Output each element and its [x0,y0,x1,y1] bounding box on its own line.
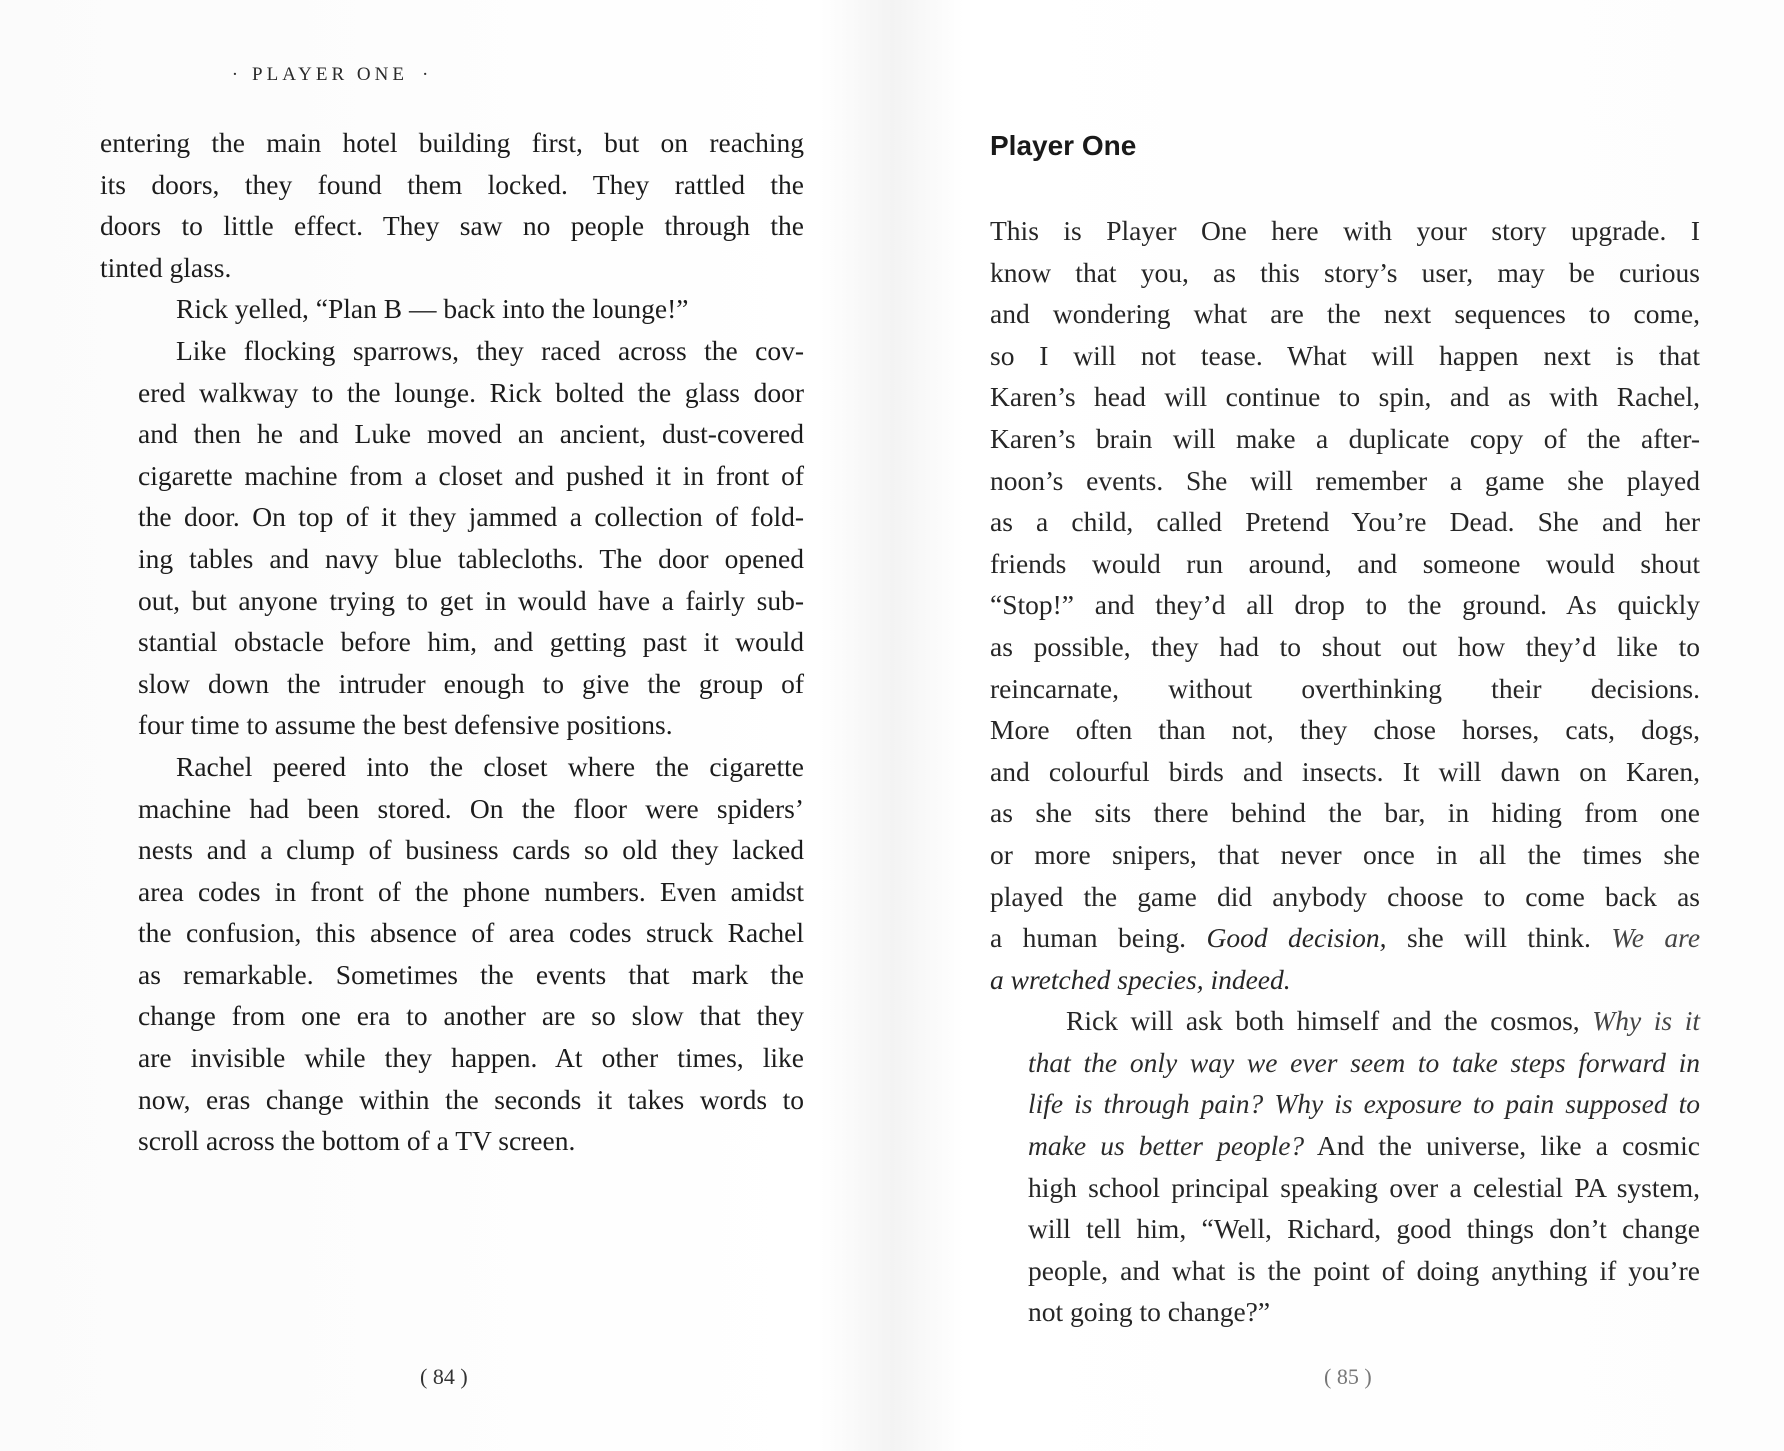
text-line: cigarette machine from a closet and pushed it in front of [138,459,804,491]
text-line: This is Player One here with your story upgrade. I [990,215,1700,246]
text-line-mixed [990,917,1700,959]
text-line: are invisible while they happen. At other times, like [138,1042,804,1074]
text-line: or more snipers, that never once in all the times she [990,838,1700,870]
text-line: scroll across the bottom of a TV screen. [138,1125,576,1157]
text-line: machine had been stored. On the floor were spiders’ [138,792,804,824]
text-line: stantial obstacle before him, and getting past it would [138,626,804,658]
italic-run: We are [1611,922,1701,954]
text-line: four time to assume the best defensive positions. [138,709,673,741]
text-line: so I will not tease. What will happen next is that [990,339,1700,371]
running-head [0,64,660,86]
text-line-italic [990,1083,1700,1125]
page-number-right: ( 85 ) [1324,1364,1372,1389]
text-line: ered walkway to the lounge. Rick bolted the glass door [138,376,804,408]
italic-run: Why is it [1592,1005,1700,1037]
text-line: the confusion, this absence of area codes struck Rachel [138,917,804,949]
section-title: Player One [990,130,1137,161]
text-line: change from one era to another are so slow that they [138,1000,804,1032]
text-line: and then he and Luke moved an ancient, dust-covered [138,418,804,450]
text-line: doors to little effect. They saw no people through the [100,210,804,242]
text-run: And the universe, like a cosmic [1316,1130,1700,1162]
text-line: know that you, as this story’s user, may be curious [990,256,1700,288]
text-line: played the game did anybody choose to come back as [990,880,1700,912]
text-run: Rick will ask both himself and the cosmos, [1066,1005,1580,1037]
text-line: ing tables and navy blue tablecloths. The door opened [138,542,804,574]
italic-run: Good decision, [1206,922,1387,954]
text-line: its doors, they found them locked. They rattled the [100,168,804,200]
page-number-left: ( 84 ) [420,1364,468,1389]
text-line: Rick yelled, “Plan B — back into the lounge!” [176,293,689,325]
left-page-body [100,122,804,1162]
text-line: the door. On top of it they jammed a collection of fold- [138,501,804,533]
text-line: reincarnate, without overthinking their decisions. [990,672,1700,704]
text-line: noon’s events. She will remember a game she played [990,464,1700,496]
paragraph [100,122,804,288]
text-line: and colourful birds and insects. It will dawn on Karen, [990,755,1700,787]
running-head-text: PLAYER ONE [252,64,408,85]
paragraph [100,746,804,1162]
text-line: entering the main hotel building first, but on reaching [100,127,804,158]
running-head-dot-left: · [231,64,239,85]
text-line-mixed [990,1000,1700,1042]
italic-run: a wretched species, indeed. [990,963,1291,995]
right-page-body [990,210,1700,1333]
text-line: Karen’s head will continue to spin, and as with Rachel, [990,381,1700,413]
paragraph [100,330,804,746]
text-line: and wondering what are the next sequences to come, [990,298,1700,330]
text-line: now, eras change within the seconds it takes words to [138,1083,804,1115]
text-line: slow down the intruder enough to give the group of [138,667,804,699]
italic-run: that the only way we ever seem to take steps forward in [1028,1046,1700,1078]
text-run: a human being. [990,922,1186,954]
text-run: she will think. [1407,922,1591,954]
text-line: Karen’s brain will make a duplicate copy of the after- [990,422,1700,454]
text-line-italic [990,1042,1700,1084]
italic-run: life is through pain? Why is exposure to pain supposed to [1028,1088,1700,1120]
text-line: as remarkable. Sometimes the events that mark the [138,958,804,990]
italic-run: make us better people? [1028,1130,1305,1162]
text-line: high school principal speaking over a celestial PA system, [1028,1171,1700,1203]
text-line: friends would run around, and someone would shout [990,547,1700,579]
text-line: Like flocking sparrows, they raced across the cov- [176,334,804,366]
text-line: Rachel peered into the closet where the cigarette [176,750,804,782]
text-line: tinted glass. [100,251,232,283]
text-line: More often than not, they chose horses, cats, dogs, [990,714,1700,746]
text-line: will tell him, “Well, Richard, good things don’t change [1028,1213,1700,1245]
paragraph [100,288,804,330]
text-line: out, but anyone trying to get in would have a fairly sub- [138,584,804,616]
right-page [892,0,1784,1451]
text-line: people, and what is the point of doing anything if you’re [1028,1254,1700,1286]
paragraph [990,1000,1700,1333]
text-line: as a child, called Pretend You’re Dead. She and her [990,506,1700,538]
text-line: not going to change?” [1028,1296,1271,1328]
text-line: nests and a clump of business cards so old they lacked [138,834,804,866]
running-head-dot-right: · [421,64,429,85]
text-line-mixed [990,1125,1700,1167]
text-line: area codes in front of the phone numbers. Even amidst [138,875,804,907]
text-line: as she sits there behind the bar, in hiding from one [990,797,1700,829]
text-line: “Stop!” and they’d all drop to the ground. As quickly [990,589,1700,621]
text-line: as possible, they had to shout out how they’d like to [990,630,1700,662]
text-line-mixed [990,959,1700,1001]
paragraph [990,210,1700,1000]
